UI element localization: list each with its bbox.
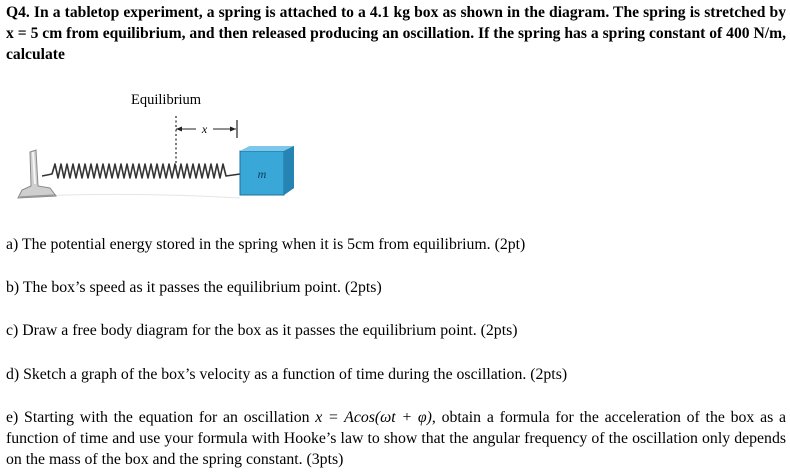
part-a: a) The potential energy stored in the spring when it is 5cm from equilibrium. (2pt) bbox=[6, 236, 526, 253]
question-text: Q4. In a tabletop experiment, a spring is attached to a 4.1 kg box as shown in the diagram. The spring is stretched by x = 5 cm from equilibrium, and then released producing an oscillation. If the spring has a spring constant of 400 N/m, calculate bbox=[6, 4, 786, 63]
part-c: c) Draw a free body diagram for the box as it passes the equilibrium point. (2pts) bbox=[6, 322, 518, 339]
spring-coil bbox=[42, 164, 240, 178]
part-e bbox=[6, 407, 786, 470]
part-d: d) Sketch a graph of the box’s velocity as a function of time during the oscillation. (2pts) bbox=[6, 366, 568, 383]
part-e-intro: e) Starting with the equation for an oscillation bbox=[6, 409, 316, 426]
table-reflection bbox=[40, 194, 240, 198]
equilibrium-label: Equilibrium bbox=[131, 92, 202, 108]
box-side bbox=[284, 146, 294, 195]
part-b: b) The box’s speed as it passes the equilibrium point. (2pts) bbox=[6, 279, 382, 296]
x-arrow-right-head bbox=[230, 127, 236, 132]
oscillation-equation: x = Acos(ωt + φ) bbox=[315, 409, 432, 426]
mass-label: m bbox=[257, 167, 267, 181]
x-label: x bbox=[201, 122, 208, 136]
spring-mass-diagram bbox=[0, 88, 320, 218]
part-e-rest: , obtain a formula for the acceleration of the box as a function of time and use your formula with Hooke’s law to show that the angular frequency of the oscillation only depends on the mass of the box and the spring constant. (3pts) bbox=[6, 409, 786, 468]
x-arrow-left-head bbox=[176, 127, 182, 132]
